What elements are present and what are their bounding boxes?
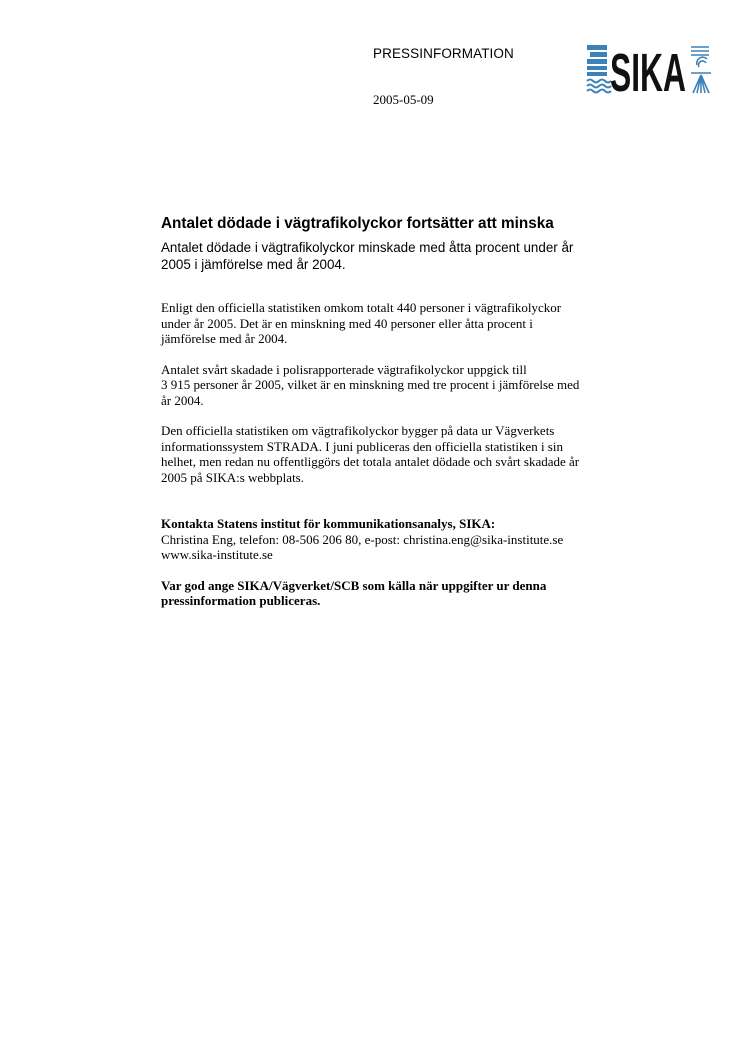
contact-details: Christina Eng, telefon: 08-506 206 80, e-post: christina.eng@sika-institute.se — [161, 531, 564, 547]
article-headline: Antalet dödade i vägtrafikolyckor fortsätter att minska — [161, 215, 554, 232]
text-line: under år 2005. Det är en minskning med 40 personer eller åtta procent i — [161, 315, 533, 331]
text-line: informationssystem STRADA. I juni publiceras den officiella statistiken i sin — [161, 438, 563, 454]
sika-logo — [587, 41, 711, 103]
contact-title: Kontakta Statens institut för kommunikationsanalys, SIKA: — [161, 516, 496, 531]
lede-line: Antalet dödade i vägtrafikolyckor minskade med åtta procent under år — [161, 240, 574, 255]
text-line: Var god ange SIKA/Vägverket/SCB som källa när uppgifter ur denna — [161, 577, 547, 593]
text-line: helhet, men redan nu offentliggörs det totala antalet dödade och svårt skadade år — [161, 454, 580, 469]
contact-website: www.sika-institute.se — [161, 547, 273, 562]
body-paragraph-1 — [161, 300, 661, 347]
article-lede — [161, 240, 661, 273]
body-paragraph-3 — [161, 423, 661, 485]
text-line: Enligt den officiella statistiken omkom totalt 440 personer i vägtrafikolyckor — [161, 300, 562, 315]
document-date: 2005-05-09 — [373, 92, 434, 107]
contact-block — [161, 516, 661, 563]
article — [161, 214, 661, 609]
text-line: Antalet svårt skadade i polisrapporterade vägtrafikolyckor uppgick till — [161, 361, 527, 377]
body-paragraph-2 — [161, 362, 661, 409]
source-note — [161, 578, 661, 609]
document-type-label: PRESSINFORMATION — [373, 46, 514, 61]
text-line: 2005 på SIKA:s webbplats. — [161, 469, 304, 485]
logo-left-mark-icon — [587, 45, 611, 93]
text-line: Den officiella statistiken om vägtrafikolyckor bygger på data ur Vägverkets — [161, 423, 555, 438]
text-line: år 2004. — [161, 392, 204, 408]
article-body — [161, 300, 661, 485]
logo-wordmark: SIKA — [610, 43, 686, 103]
lede-line: 2005 i jämförelse med år 2004. — [161, 256, 346, 272]
text-line: jämförelse med år 2004. — [161, 331, 288, 346]
text-line: pressinformation publiceras. — [161, 593, 321, 608]
text-line: 3 915 personer år 2005, vilket är en minskning med tre procent i jämförelse med — [161, 377, 580, 392]
logo-right-mark-icon — [691, 47, 711, 93]
